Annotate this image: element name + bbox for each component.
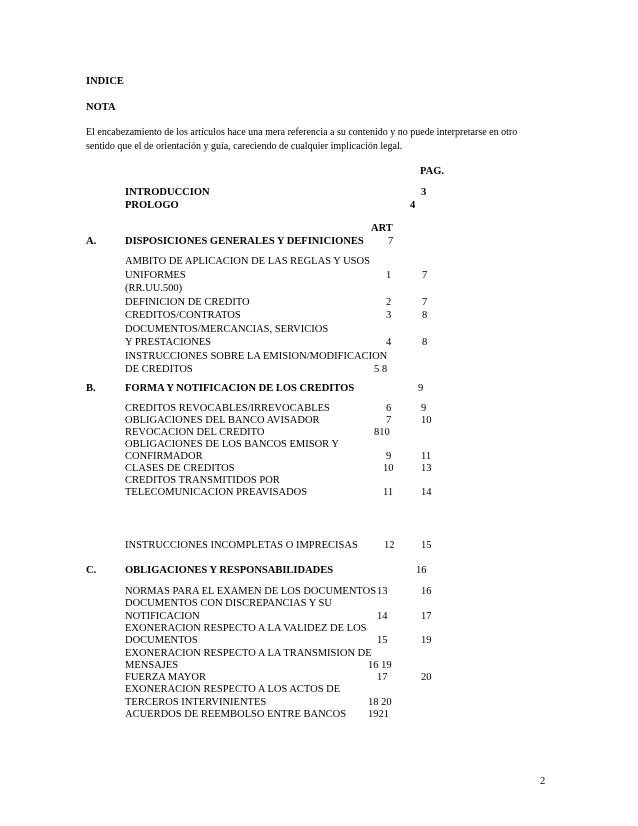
toc-entry-text: EXONERACION RESPECTO A LA VALIDEZ DE LOS	[125, 622, 367, 634]
toc-entry-art: 6	[386, 403, 392, 414]
toc-entry-art: 7	[386, 415, 392, 426]
note-line-1: El encabezamiento de los artículos hace una mera referencia a su contenido y no puede interpretarse en otro	[86, 127, 518, 138]
toc-entry-art: 9	[386, 451, 392, 462]
toc-entry-art: 15	[377, 635, 388, 647]
toc-entry-text: DOCUMENTOS	[125, 635, 198, 647]
section-a-letter: A.	[86, 236, 97, 247]
toc-entry-page: 8	[422, 310, 428, 321]
toc-entry-text: EXONERACION RESPECTO A LA TRANSMISION DE	[125, 647, 372, 659]
toc-entry-art: 3	[386, 310, 392, 321]
toc-entry-art: 17	[377, 672, 388, 684]
toc-entry-text: DE CREDITOS	[125, 364, 193, 375]
section-b-page: 9	[418, 383, 424, 394]
toc-entry-text: DEFINICION DE CREDITO	[125, 296, 250, 308]
toc-entry-text: AMBITO DE APLICACION DE LAS REGLAS Y USOS	[125, 256, 370, 267]
toc-entry-art: 4	[386, 337, 392, 348]
page-number: 2	[540, 776, 546, 787]
toc-entry-art: 810	[374, 427, 390, 438]
section-c-page: 16	[416, 565, 427, 576]
toc-entry-page: 9	[421, 403, 427, 414]
toc-entry-text: NORMAS PARA EL EXAMEN DE LOS DOCUMENTOS	[125, 586, 377, 597]
pag-column-header: PAG.	[420, 166, 445, 177]
toc-entry-text: INSTRUCCIONES SOBRE LA EMISION/MODIFICACION	[125, 350, 388, 362]
prologue-label: PROLOGO	[125, 200, 179, 211]
toc-entry-page: 20	[421, 672, 432, 684]
toc-entry-art: 13	[377, 586, 388, 597]
toc-entry-page: 7	[422, 296, 428, 308]
section-c-title: OBLIGACIONES Y RESPONSABILIDADES	[125, 565, 334, 576]
toc-entry-text: UNIFORMES	[125, 269, 186, 281]
toc-entry-text: (RR.UU.500)	[125, 283, 183, 294]
toc-entry-art: 5 8	[374, 364, 388, 375]
toc-entry-page: 14	[421, 487, 432, 498]
toc-entry-text: INSTRUCCIONES INCOMPLETAS O IMPRECISAS	[125, 540, 358, 551]
toc-entry-art: 11	[383, 487, 394, 498]
toc-entry-text: NOTIFICACION	[125, 610, 200, 622]
toc-entry-art: 16 19	[368, 659, 392, 671]
toc-entry-art: 12	[384, 540, 395, 551]
intro-label: INTRODUCCION	[125, 187, 210, 198]
toc-entry-text: MENSAJES	[125, 659, 179, 671]
toc-entry-text: DOCUMENTOS/MERCANCIAS, SERVICIOS	[125, 323, 329, 335]
toc-entry-art: 10	[383, 463, 394, 474]
toc-entry-art: 14	[377, 610, 388, 622]
toc-entry-art: 1921	[368, 709, 389, 720]
prologue-page: 4	[410, 200, 416, 211]
toc-entry-page: 15	[421, 540, 432, 551]
art-column-header: ART	[371, 223, 393, 234]
section-c-letter: C.	[86, 565, 97, 576]
toc-entry-text: CREDITOS REVOCABLES/IRREVOCABLES	[125, 403, 330, 414]
toc-entry-art: 2	[386, 296, 392, 308]
toc-entry-text: ACUERDOS DE REEMBOLSO ENTRE BANCOS	[125, 709, 347, 720]
note-line-2: sentido que el de orientación y guía, careciendo de cualquier implicación legal.	[86, 141, 403, 152]
toc-entry-page: 16	[421, 586, 432, 597]
toc-entry-text: Y PRESTACIONES	[125, 337, 211, 348]
note-heading: NOTA	[86, 102, 116, 113]
toc-entry-text: CREDITOS/CONTRATOS	[125, 310, 241, 321]
toc-entry-page: 8	[422, 337, 428, 348]
toc-entry-text: TELECOMUNICACION PREAVISADOS	[125, 487, 308, 498]
toc-entry-page: 19	[421, 635, 432, 647]
section-b-letter: B.	[86, 383, 96, 394]
toc-entry-art: 1	[386, 269, 392, 281]
section-b-title: FORMA Y NOTIFICACION DE LOS CREDITOS	[125, 383, 355, 394]
toc-entry-text: CREDITOS TRANSMITIDOS POR	[125, 475, 280, 486]
toc-entry-text: OBLIGACIONES DE LOS BANCOS EMISOR Y	[125, 439, 339, 450]
toc-entry-text: DOCUMENTOS CON DISCREPANCIAS Y SU	[125, 598, 332, 610]
toc-entry-text: CONFIRMADOR	[125, 451, 203, 462]
section-a-title: DISPOSICIONES GENERALES Y DEFINICIONES	[125, 236, 364, 247]
toc-entry-page: 7	[422, 269, 428, 281]
toc-entry-text: CLASES DE CREDITOS	[125, 463, 235, 474]
toc-entry-page: 17	[421, 610, 432, 622]
toc-entry-text: OBLIGACIONES DEL BANCO AVISADOR	[125, 415, 320, 426]
toc-entry-text: TERCEROS INTERVINIENTES	[125, 696, 267, 708]
intro-page: 3	[421, 187, 427, 198]
toc-entry-page: 10	[421, 415, 432, 426]
toc-entry-page: 13	[421, 463, 432, 474]
toc-entry-text: FUERZA MAYOR	[125, 672, 207, 684]
index-heading: INDICE	[86, 76, 124, 87]
toc-entry-text: REVOCACION DEL CREDITO	[125, 427, 265, 438]
toc-entry-text: EXONERACION RESPECTO A LOS ACTOS DE	[125, 684, 341, 696]
toc-entry-art: 18 20	[368, 696, 392, 708]
toc-entry-page: 11	[421, 451, 432, 462]
section-a-page: 7	[388, 236, 394, 247]
